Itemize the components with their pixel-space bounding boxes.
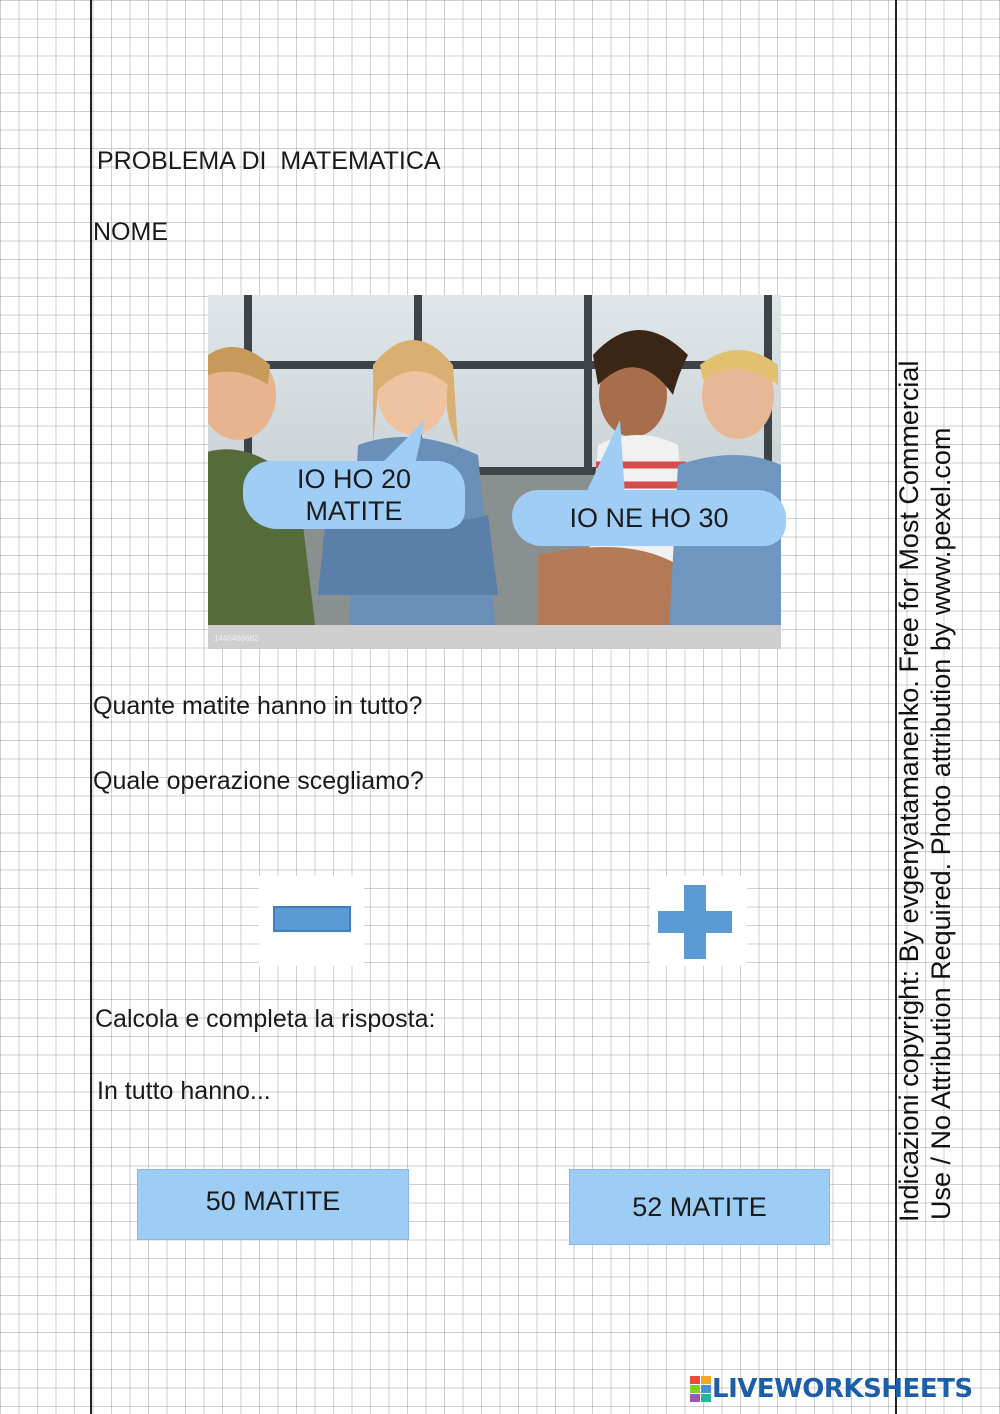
minus-icon: [273, 906, 351, 932]
page-title: PROBLEMA DI MATEMATICA: [97, 147, 441, 175]
plus-choice[interactable]: [650, 876, 747, 966]
liveworksheets-mark-icon: [690, 1376, 712, 1402]
copyright-note: [893, 361, 957, 1222]
answer-option-50-label: 50 MATITE: [205, 1186, 341, 1216]
photo-id-label: 1446488662: [214, 634, 259, 643]
instruction-text: Calcola e completa la risposta:: [95, 1005, 436, 1033]
question-operation: Quale operazione scegliamo?: [93, 767, 424, 795]
question-total: Quante matite hanno in tutto?: [93, 692, 423, 720]
minus-choice[interactable]: [259, 876, 364, 966]
speech-bubble-right: [512, 490, 786, 546]
answer-prefix: In tutto hanno...: [97, 1077, 271, 1105]
speech-bubble-left-text: IO HO 20 MATITE: [296, 464, 412, 526]
answer-option-50[interactable]: [137, 1169, 409, 1240]
answer-option-52[interactable]: [569, 1169, 830, 1245]
speech-bubble-right-text: IO NE HO 30: [569, 503, 729, 533]
copyright-line-1: Indicazioni copyright: By evgenyatamanenko. Free for Most Commercial: [894, 360, 924, 1222]
plus-icon: [658, 885, 732, 959]
liveworksheets-logo: [690, 1374, 973, 1404]
copyright-line-2: Use / No Attribution Required. Photo attribution by www.pexel.com: [926, 427, 956, 1220]
answer-option-52-label: 52 MATITE: [632, 1191, 767, 1222]
speech-bubble-left: [243, 461, 465, 529]
liveworksheets-wordmark: LIVEWORKSHEETS: [712, 1374, 973, 1404]
name-label: NOME: [93, 218, 168, 246]
